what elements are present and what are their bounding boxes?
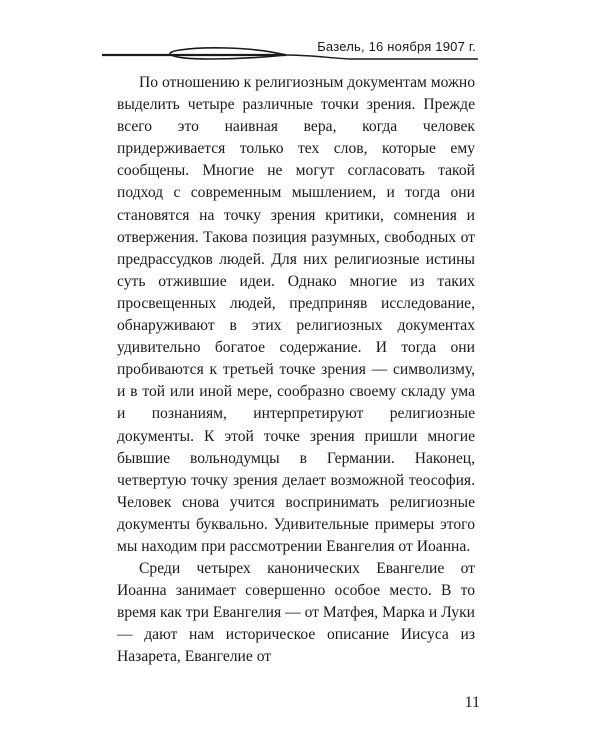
page-number: 11 (464, 694, 480, 711)
page-body-text (117, 72, 475, 669)
body-paragraph-2: Среди четырех канонических Евангелие от Иоанна занимает совершенно особое место. В то время как три Евангелия — от Матфея, Марка и Луки — дают нам историческое описание Иисуса из Назарета, Евангелие от (117, 560, 475, 666)
body-paragraph-1: По отношению к религиозным документам можно выделить четыре различные точки зрения. Прежде всего это наивная вера, когда человек придерживается только тех слов, которые ему сообщены. Многие не могут согласовать такой подход с современным мышлением, и тогда они становятся на точку зрения критики, сомнения и отвержения. Такова позиция разумных, свободных от предрассудков людей. Для них религиозные истины суть отжившие идеи. Однако многие из таких просвещенных людей, предприняв исследование, обнаруживают в этих религиозных документах удивительно богатое содержание. И тогда они пробиваются к третьей точке зрения — символизму, и в той или иной мере, сообразно своему складу ума и познаниям, интерпретируют религиозные документы. К этой точке зрения пришли многие бывшие вольнодумцы в Германии. Наконец, четвертую точку зрения делает возможной теософия. Человек снова учится воспринимать религиозные документы буквально. Удивительные примеры этого мы находим при рассмотрении Евангелия от Иоанна. (117, 74, 475, 555)
running-header-place-date: Базель, 16 ноября 1907 г. (317, 39, 476, 54)
